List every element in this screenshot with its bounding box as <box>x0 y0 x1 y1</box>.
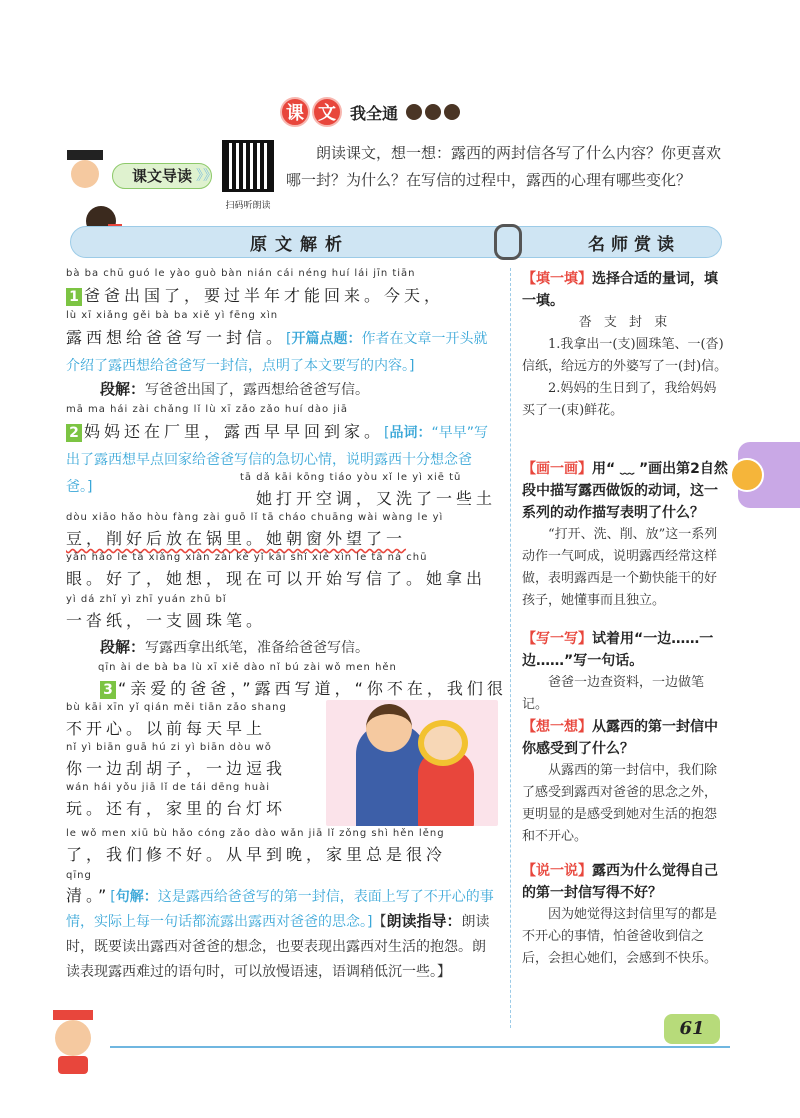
side-block-say <box>522 860 728 970</box>
chevron-right-icon: 》》 <box>196 168 217 184</box>
column-divider <box>510 268 511 1028</box>
side-head: 【画一画】 <box>522 461 592 477</box>
pinyin-line: lù xī xiǎng gěi bà ba xiě yì fēng xìn <box>66 310 279 321</box>
text-line: 眼。好了，她想，现在可以开始写信了。她拿出 <box>66 569 487 588</box>
side-block-think <box>522 716 728 848</box>
side-block-draw <box>522 458 728 612</box>
side-question: 露西为什么觉得自己的第一封信写得不好？ <box>522 863 718 901</box>
paragraph-number: 3 <box>100 681 116 699</box>
text-line: 清。”[句解：这是露西给爸爸写的第一封信，表面上写了不开心的事情，实际上每一句话都流露出露西对爸爸的思念。]【朗读指导：朗读时，既要读出露西对爸爸的想念，也要表现出露西对生活的抱怨。朗读表现露西难过的语句时，可以放慢语速，语调稍低沉一些。】 <box>66 886 494 980</box>
text-line: 露西想给爸爸写一封信。[开篇点题：作者在文章一开头就介绍了露西想给爸爸写一封信，点明了本文要写的内容。] <box>66 328 488 374</box>
banner-title: 我全通 <box>350 103 399 123</box>
text-line: 2 妈妈还在厂里，露西早早回到家。[品词：“早早”写出了露西想早点回家给爸爸写信的急切心情，说明露西十分想念爸爸。] <box>66 422 488 495</box>
section-title-analysis: 原文解析 <box>250 235 350 255</box>
section-banner <box>280 92 520 132</box>
pinyin-line: bù kāi xīn yǐ qián měi tiān zǎo shang <box>66 702 287 713</box>
text-line <box>66 526 498 549</box>
tiger-face-icon <box>730 458 764 492</box>
side-block-fill <box>522 268 728 422</box>
text-span: 露西想给爸爸写一封信。 <box>66 328 287 347</box>
duanjie <box>100 378 369 399</box>
text-line: 了，我们修不好。从早到晚，家里总是很冷 <box>66 845 447 864</box>
pinyin-line: yǎn hǎo le tā xiǎng xiàn zài kě yǐ kāi shǐ xiě xìn le tā ná chū <box>66 552 428 563</box>
note-text: 作者在文章一开头就介绍了露西想给爸爸写一封信，点明了本文要写的内容。 <box>66 331 488 374</box>
guide-tag: 课文导读 <box>112 163 212 189</box>
side-head: 【想一想】 <box>522 719 592 735</box>
side-head: 【填一填】 <box>522 271 592 287</box>
text-line <box>66 283 498 306</box>
footer-line <box>110 1046 730 1048</box>
note-label: 开篇点题： <box>291 331 362 347</box>
note-text: “早早”写出了露西想早点回家给爸爸写信的急切心情，说明露西十分想念爸爸。 <box>66 425 488 495</box>
pinyin-line: qīn ài de bà ba lù xī xiě dào nǐ bú zài wǒ men hěn <box>98 662 397 673</box>
text-span: 清。” <box>66 886 111 905</box>
duanjie <box>100 636 369 657</box>
graduate-kid-icon <box>64 150 106 194</box>
qr-caption: 扫码听朗读 <box>225 201 271 211</box>
side-head: 【写一写】 <box>522 631 592 647</box>
pinyin-line: le wǒ men xiū bù hǎo cóng zǎo dào wǎn jiā lǐ zǒng shì hěn lěng <box>66 828 445 839</box>
side-answer: 2.妈妈的生日到了，我给妈妈买了一(束)鲜花。 <box>522 381 717 418</box>
pinyin-line: dòu xiāo hǎo hòu fàng zài guō lǐ tā cháo chuāng wài wàng le yì <box>66 512 444 523</box>
pinyin-line: mā ma hái zài chǎng lǐ lù xī zǎo zǎo huí dào jiā <box>66 404 349 415</box>
duanjie-text: 写露西拿出纸笔，准备给爸爸写信。 <box>145 640 370 656</box>
pinyin-line: wán hái yǒu jiā lǐ de tái dēng huài <box>66 782 271 793</box>
page-number: 61 <box>664 1014 720 1044</box>
text-span: “亲爱的爸爸，”露西写道，“你不在，我们很 <box>118 679 507 698</box>
students-illustration-icon <box>406 104 460 120</box>
pinyin-line: qīng <box>66 870 92 881</box>
side-tab[interactable] <box>738 442 800 508</box>
pinyin-line: bà ba chū guó le yào guò bàn nián cái néng huí lái jīn tiān <box>66 268 416 279</box>
note-label: 品词： <box>389 425 432 441</box>
pinyin-line: nǐ yì biān guā hú zi yì biān dòu wǒ <box>66 742 272 753</box>
side-head: 【说一说】 <box>522 863 592 879</box>
text-line: 一沓纸，一支圆珠笔。 <box>66 611 267 630</box>
text-span: 爸爸出国了，要过半年才能回来。今天， <box>84 286 445 305</box>
badge-ke: 课 <box>280 97 310 127</box>
side-options: 沓 支 封 束 <box>578 315 672 330</box>
section-title-teacher: 名师赏读 <box>588 235 680 255</box>
text-line: 不开心。以前每天早上 <box>66 719 267 738</box>
guide-text: 朗读课文，想一想：露西的两封信各写了什么内容？你更喜欢哪一封？为什么？在写信的过程中，露西的心理有哪些变化？ <box>286 144 722 189</box>
paragraph-number: 1 <box>66 288 82 306</box>
note-text: 这是露西给爸爸写的第一封信，表面上写了不开心的事情，实际上每一句话都流露出露西对爸爸的思念。 <box>66 889 494 930</box>
reading-guide-text: 朗读时，既要读出露西对爸爸的想念，也要表现出露西对生活的抱怨。朗读表现露西难过的语句时，可以放慢语速，语调稍低沉一些。 <box>66 914 490 980</box>
duanjie-text: 写爸爸出国了，露西想给爸爸写信。 <box>145 382 370 398</box>
side-question: 选择合适的量词，填一填。 <box>522 271 718 309</box>
duanjie-label: 段解： <box>100 638 146 656</box>
side-answer: 因为她觉得这封信里写的都是不开心的事情，怕爸爸收到信之后，会担心她们，会感到不快乐。 <box>522 907 718 966</box>
duanjie-label: 段解： <box>100 380 146 398</box>
text-line: 你一边刮胡子，一边逗我 <box>66 759 287 778</box>
qr-code-icon[interactable] <box>222 140 274 192</box>
pinyin-line: yì dá zhǐ yì zhī yuán zhū bǐ <box>66 594 227 605</box>
side-answer: 爸爸一边查资料，一边做笔记。 <box>522 675 705 712</box>
text-span: 豆，削好后放在锅里。她朝窗外望了一 <box>66 529 407 548</box>
text-span: 妈妈还在厂里，露西早早回到家。 <box>84 422 385 441</box>
side-question: 试着用“一边……一边……”写一句话。 <box>522 631 714 669</box>
pinyin-line: tā dǎ kāi kōng tiáo yòu xǐ le yì xiē tǔ <box>240 472 462 483</box>
text-line: 她打开空调，又洗了一些土 <box>256 489 497 508</box>
text-line <box>100 676 532 699</box>
side-question: 用“ ﹏ ”画出第2自然段中描写露西做饭的动词，这一系列的动作描写表明了什么？ <box>522 461 728 521</box>
side-block-write <box>522 628 728 716</box>
side-answer: “打开、洗、削、放”这一系列动作一气呵成，说明露西经常这样做，表明露西是一个勤快能干的好孩子，她懂事而且独立。 <box>522 527 718 608</box>
badge-wen: 文 <box>312 97 342 127</box>
binder-ring-icon <box>494 224 522 260</box>
father-daughter-illustration <box>326 700 498 826</box>
side-question: 从露西的第一封信中你感受到了什么？ <box>522 719 718 757</box>
side-answer: 1.我拿出一(支)圆珠笔、一(沓)信纸，给远方的外婆写了一(封)信。 <box>522 337 728 374</box>
reading-guide-label: 朗读指导： <box>386 912 462 930</box>
mascot-icon <box>48 1010 98 1080</box>
side-answer: 从露西的第一封信中，我们除了感受到露西对爸爸的思念之外，更明显的是感受到她对生活的抱怨和不开心。 <box>522 763 718 844</box>
text-line: 玩。还有，家里的台灯坏 <box>66 799 287 818</box>
paragraph-number: 2 <box>66 424 82 442</box>
note-label: 句解： <box>115 889 158 905</box>
